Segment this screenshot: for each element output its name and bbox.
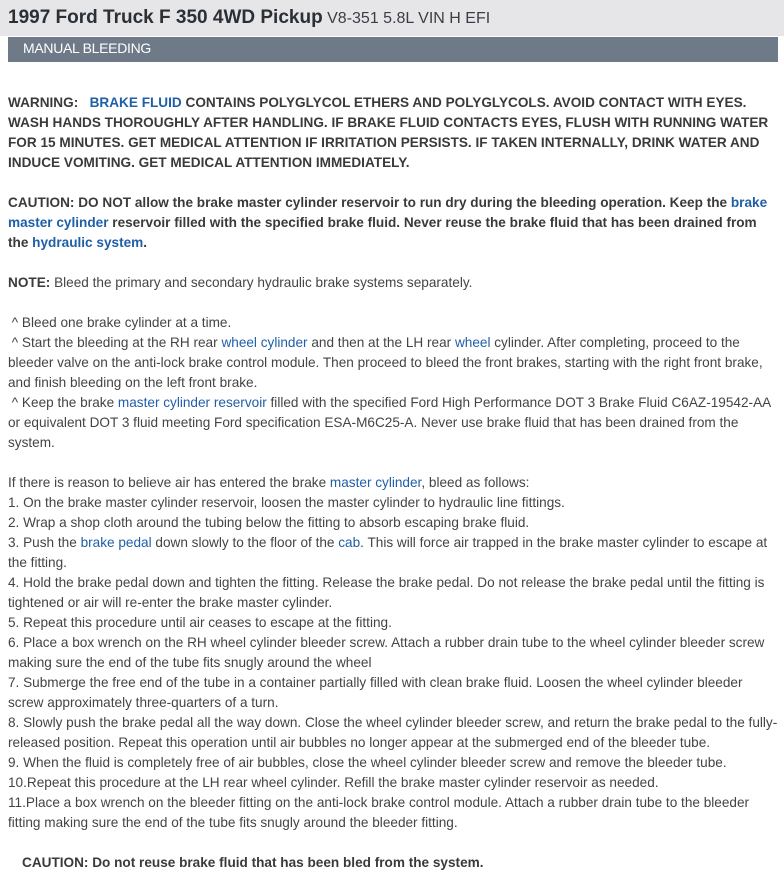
warning-label: WARNING: [8,95,79,110]
step-item: 2. Wrap a shop cloth around the tubing below the fitting to absorb escaping brake fluid. [8,515,530,530]
engine-subtitle: V8-351 5.8L VIN H EFI [327,10,491,27]
warning-text: CONTAINS POLYGLYCOL ETHERS AND POLYGLYCOLS. AVOID CONTACT WITH EYES. WASH HANDS THOROUGHLY AFTER HANDLING. IF BRAKE FLUID CONTACTS EYES, FLUSH WITH RUNNING WATER FOR 15 MINUTES. GET MEDICAL ATTENTION IF IRRITATION PERSISTS. IF TAKEN INTERNALLY, DRINK WATER AND INDUCE VOMITING. GET MEDICAL ATTENTION IMMEDIATELY. [8,95,769,170]
hydraulic-system-link[interactable]: hydraulic system [32,235,144,250]
caution-text: CAUTION: DO NOT allow the brake master cylinder reservoir to run dry during the bleeding operation. Keep the [8,195,731,210]
master-cylinder-link[interactable]: master cylinder [329,475,422,490]
step-text: . This will force air trapped in the brake master cylinder to escape at the fitting. [8,535,768,570]
bullet-text: and then at the LH rear [307,335,455,350]
bullet-text: ^ Start the bleeding at the RH rear [11,335,222,350]
caution-text: reservoir filled with the specified brake fluid. Never reuse the brake fluid that has been drained from the [8,215,757,250]
final-caution: CAUTION: Do not reuse brake fluid that has been bled from the system. [22,855,484,870]
step-item: 6. Place a box wrench on the RH wheel cylinder bleeder screw. Attach a rubber drain tube to the wheel cylinder bleeder screw making sure the end of the tube fits snugly around the wheel [8,635,765,670]
brake-fluid-link[interactable]: BRAKE FLUID [89,95,182,110]
wheel-cylinder-link[interactable]: wheel cylinder [221,335,308,350]
intro-text: , bleed as follows: [421,475,530,490]
step-item: 1. On the brake master cylinder reservoir, loosen the master cylinder to hydraulic line fittings. [8,495,565,510]
note-label: NOTE: [8,275,51,290]
step-item: 8. Slowly push the brake pedal all the way down. Close the wheel cylinder bleeder screw, and return the brake pedal to the fully-released position. Repeat this operation until air bubbles no longer appear at the submerged end of the bleeder tube. [8,715,778,750]
step-text: 3. Push the [8,535,81,550]
caution-text: . [143,235,148,250]
warning-paragraph [8,93,778,173]
step-item: 9. When the fluid is completely free of air bubbles, close the wheel cylinder bleeder screw and remove the bleeder tube. [8,755,727,770]
bullet-item [8,393,778,453]
step-item: 7. Submerge the free end of the tube in a container partially filled with clean brake fluid. Loosen the wheel cylinder bleeder screw approximately three-quarters of a turn. [8,675,743,710]
step-item: 10.Repeat this procedure at the LH rear wheel cylinder. Refill the brake master cylinder reservoir as needed. [8,775,659,790]
step-item [8,533,778,573]
document-body [8,93,778,873]
brake-master-cylinder-link[interactable]: brake master cylinder [8,195,768,230]
title-bar [0,0,784,36]
section-header [8,37,778,62]
master-cylinder-reservoir-link[interactable]: master cylinder reservoir [117,395,267,410]
bullet-item [8,333,778,393]
brake-pedal-link[interactable]: brake pedal [80,535,152,550]
step-item: 11.Place a box wrench on the bleeder fitting on the anti-lock brake control module. Attach a rubber drain tube to the bleeder fitting making sure the end of the tube fits snugly around the bleeder fitting. [8,795,750,830]
caution-paragraph [8,193,778,253]
intro-text: If there is reason to believe air has entered the brake [8,475,330,490]
intro-paragraph [8,473,778,493]
section-title: MANUAL BLEEDING [23,40,152,56]
cab-link[interactable]: cab [338,535,361,550]
bullet-text: ^ Keep the brake [11,395,118,410]
step-item: 5. Repeat this procedure until air ceases to escape at the fitting. [8,615,392,630]
note-text: Bleed the primary and secondary hydraulic brake systems separately. [50,275,473,290]
bullet-item [8,313,778,333]
bullet-text: filled with the specified Ford High Performance DOT 3 Brake Fluid C6AZ-19542-AA or equivalent DOT 3 fluid meeting Ford specification ESA-M6C25-A. Never use brake fluid that has been drained from the system. [8,395,771,450]
vehicle-title: 1997 Ford Truck F 350 4WD Pickup [8,7,323,28]
step-text: down slowly to the floor of the [151,535,339,550]
bullet-text: cylinder. After completing, proceed to the bleeder valve on the anti-lock brake control module. Then proceed to bleed the front brakes, starting with the right front brake, and finish bleeding on the left front brake. [8,335,763,390]
note-paragraph [8,273,778,293]
step-item: 4. Hold the brake pedal down and tighten the fitting. Release the brake pedal. Do not release the brake pedal until the fitting is tightened or air will re-enter the brake master cylinder. [8,575,765,610]
wheel-link[interactable]: wheel [454,335,491,350]
bullet-text: ^ Bleed one brake cylinder at a time. [11,315,232,330]
